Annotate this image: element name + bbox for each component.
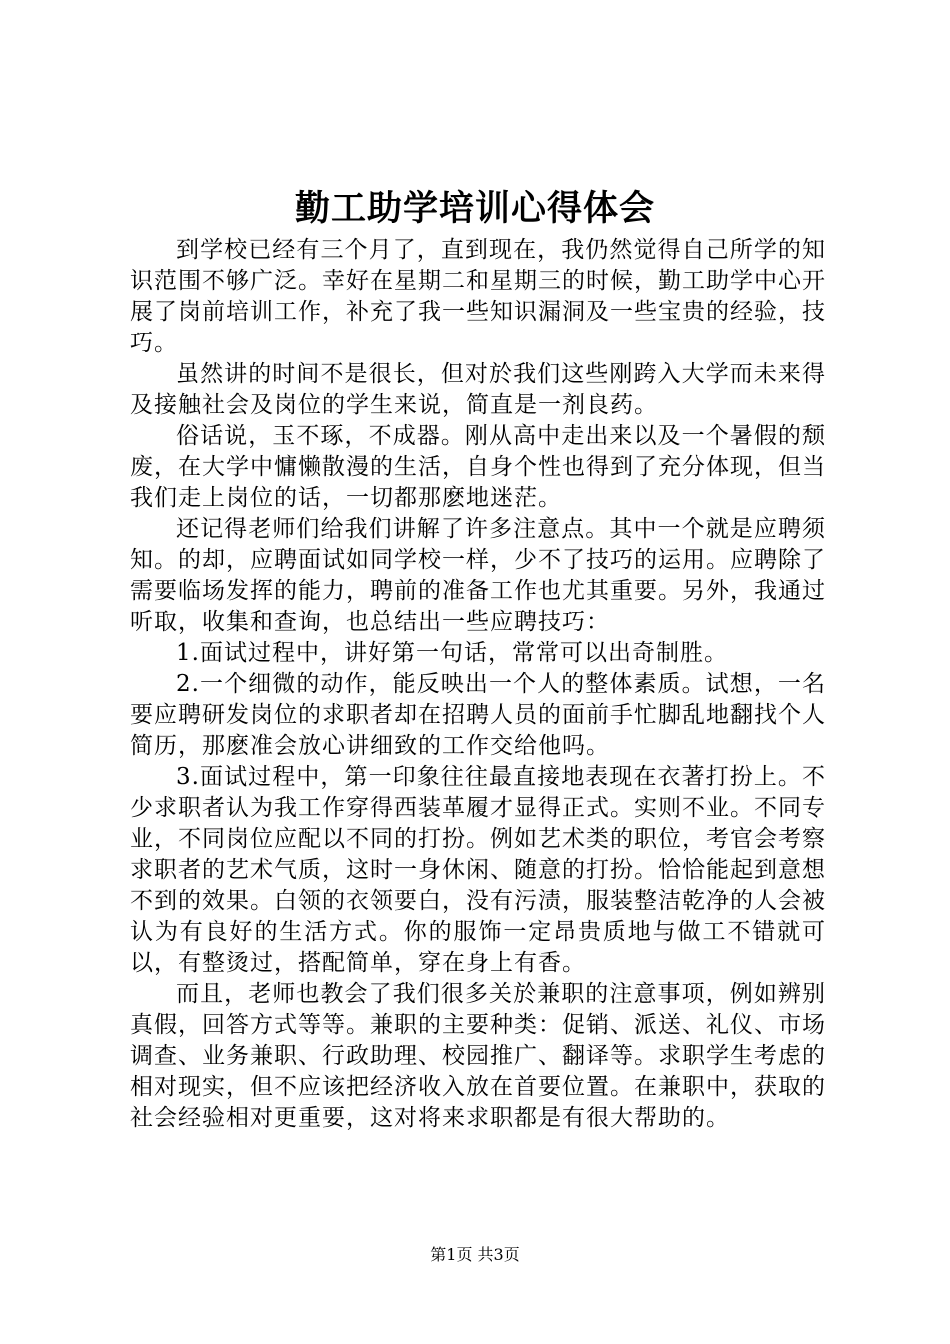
page-number-footer: 第1页 共3页 — [430, 1245, 520, 1264]
document-body — [130, 235, 826, 1134]
list-item-1: 1.面试过程中，讲好第一句话，常常可以出奇制胜。 — [176, 640, 728, 666]
paragraph-3: 俗话说，玉不琢，不成器。刚从高中走出来以及一个暑假的颓废，在大学中慵懒散漫的生活，自身个性也得到了充分体现，但当我们走上岗位的话，一切都那麽地迷茫。 — [130, 423, 826, 511]
paragraph-2: 虽然讲的时间不是很长，但对於我们这些刚跨入大学而未来得及接触社会及岗位的学生来说，简直是一剂良药。 — [130, 361, 826, 418]
list-item-3: 3.面试过程中，第一印象往往最直接地表现在衣著打扮上。不少求职者认为我工作穿得西装革履才显得正式。实则不业。不同专业，不同岗位应配以不同的打扮。例如艺术类的职位，考官会考察求职者的艺术气质，这时一身休闲、随意的打扮。恰恰能起到意想不到的效果。白领的衣领要白，没有污渍，服装整洁乾净的人会被认为有良好的生活方式。你的服饰一定昂贵质地与做工不错就可以，有整烫过，搭配简单，穿在身上有香。 — [130, 764, 826, 976]
paragraph-4: 还记得老师们给我们讲解了许多注意点。其中一个就是应聘须知。的却，应聘面试如同学校一样，少不了技巧的运用。应聘除了需要临场发挥的能力，聘前的准备工作也尤其重要。另外，我通过听取，收集和查询，也总结出一些应聘技巧： — [130, 516, 826, 635]
paragraph-5: 而且，老师也教会了我们很多关於兼职的注意事项，例如辨别真假，回答方式等等。兼职的主要种类：促销、派送、礼仪、市场调查、业务兼职、行政助理、校园推广、翻译等。求职学生考虑的相对现实，但不应该把经济收入放在首要位置。在兼职中，获取的社会经验相对更重要，这对将来求职都是有很大帮助的。 — [130, 981, 826, 1131]
document-title: 勤工助学培训心得体会 — [294, 188, 655, 229]
list-item-2: 2.一个细微的动作，能反映出一个人的整体素质。试想，一名要应聘研发岗位的求职者却在招聘人员的面前手忙脚乱地翻找个人简历，那麽准会放心讲细致的工作交给他吗。 — [130, 671, 826, 759]
paragraph-1: 到学校已经有三个月了，直到现在，我仍然觉得自己所学的知识范围不够广泛。幸好在星期二和星期三的时候，勤工助学中心开展了岗前培训工作，补充了我一些知识漏洞及一些宝贵的经验，技巧。 — [130, 237, 826, 356]
